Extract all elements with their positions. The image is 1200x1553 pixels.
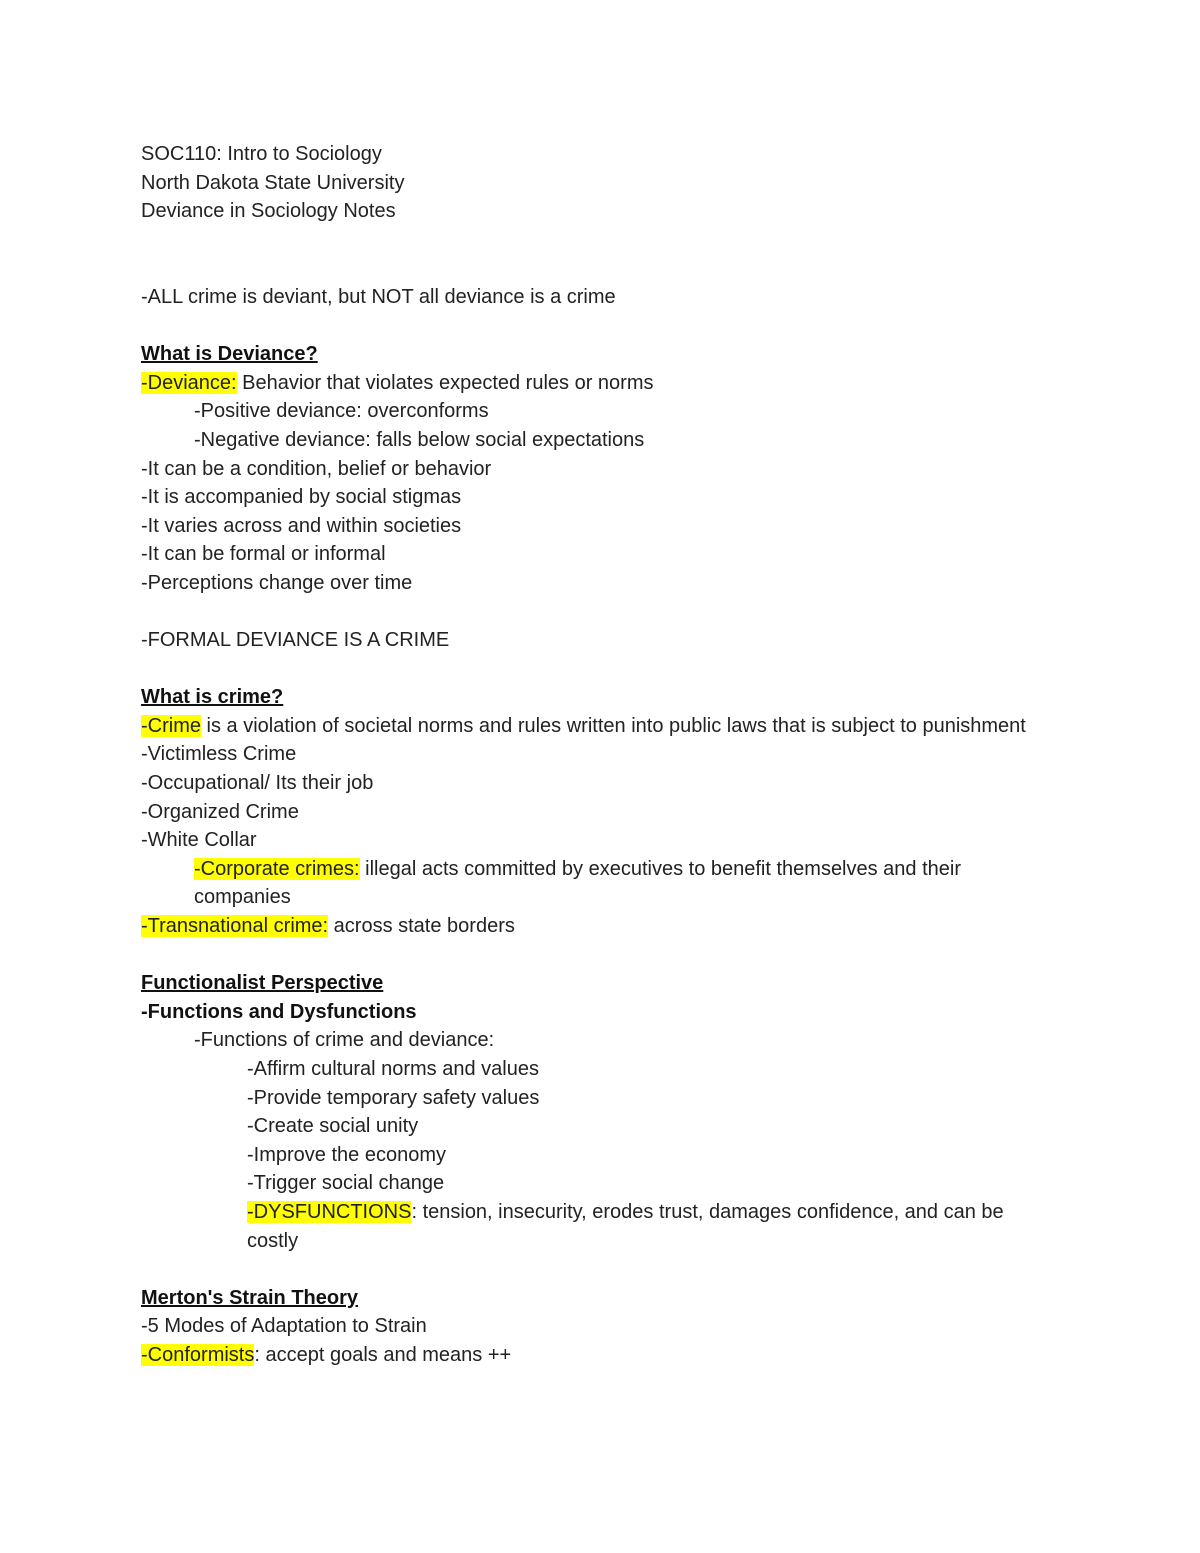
list-item: -Provide temporary safety values xyxy=(247,1086,540,1109)
list-item: -Trigger social change xyxy=(247,1172,445,1195)
list-item: -It can be formal or informal xyxy=(141,543,386,566)
highlight-term: -Conformists xyxy=(141,1343,255,1366)
list-item: -Occupational/ Its their job xyxy=(141,772,374,795)
list-item: -It can be a condition, belief or behavior xyxy=(141,457,492,480)
functions-label: -Functions of crime and deviance: xyxy=(194,1029,495,1052)
section-heading-crime: What is crime? xyxy=(141,686,284,709)
document-title: Deviance in Sociology Notes xyxy=(141,200,396,223)
notes-body xyxy=(141,140,1051,1370)
list-item: -Improve the economy xyxy=(247,1143,446,1166)
crime-definition: -Crime is a violation of societal norms and rules written into public laws that is subject to punishment xyxy=(141,714,1026,737)
formal-deviance-statement: -FORMAL DEVIANCE IS A CRIME xyxy=(141,629,450,652)
highlight-term: -Corporate crimes: xyxy=(194,857,360,880)
list-item: -It is accompanied by social stigmas xyxy=(141,486,462,509)
section-heading-functionalist: Functionalist Perspective xyxy=(141,972,384,995)
list-item: -It varies across and within societies xyxy=(141,514,462,537)
positive-deviance: -Positive deviance: overconforms xyxy=(194,400,489,423)
conformists: -Conformists: accept goals and means ++ xyxy=(141,1343,512,1366)
highlight-term: -Transnational crime: xyxy=(141,915,329,938)
intro-statement: -ALL crime is deviant, but NOT all deviance is a crime xyxy=(141,285,616,308)
list-item: -Affirm cultural norms and values xyxy=(247,1058,539,1080)
list-item: -Victimless Crime xyxy=(141,743,297,766)
highlight-term: -Deviance: xyxy=(141,371,237,394)
highlight-term: -DYSFUNCTIONS xyxy=(247,1200,412,1223)
section-heading-merton: Merton's Strain Theory xyxy=(141,1286,359,1309)
course-title: SOC110: Intro to Sociology xyxy=(141,143,382,165)
subheading-functions: -Functions and Dysfunctions xyxy=(141,1000,417,1023)
deviance-definition: -Deviance: Behavior that violates expected rules or norms xyxy=(141,371,654,394)
dysfunctions: -DYSFUNCTIONS: tension, insecurity, erodes trust, damages confidence, and can be costly xyxy=(247,1200,1004,1252)
section-heading-deviance: What is Deviance? xyxy=(141,343,318,366)
modes-of-adaptation: -5 Modes of Adaptation to Strain xyxy=(141,1315,427,1338)
transnational-crime: -Transnational crime: across state borders xyxy=(141,915,515,938)
list-item: -Perceptions change over time xyxy=(141,571,413,594)
list-item: -Organized Crime xyxy=(141,800,299,823)
list-item: -Create social unity xyxy=(247,1115,419,1138)
list-item: -White Collar xyxy=(141,829,257,852)
corporate-crimes: -Corporate crimes: illegal acts committed by executives to benefit themselves and their companies xyxy=(194,857,962,909)
university-name: North Dakota State University xyxy=(141,171,405,194)
negative-deviance: -Negative deviance: falls below social expectations xyxy=(194,428,645,451)
highlight-term: -Crime xyxy=(141,714,201,737)
